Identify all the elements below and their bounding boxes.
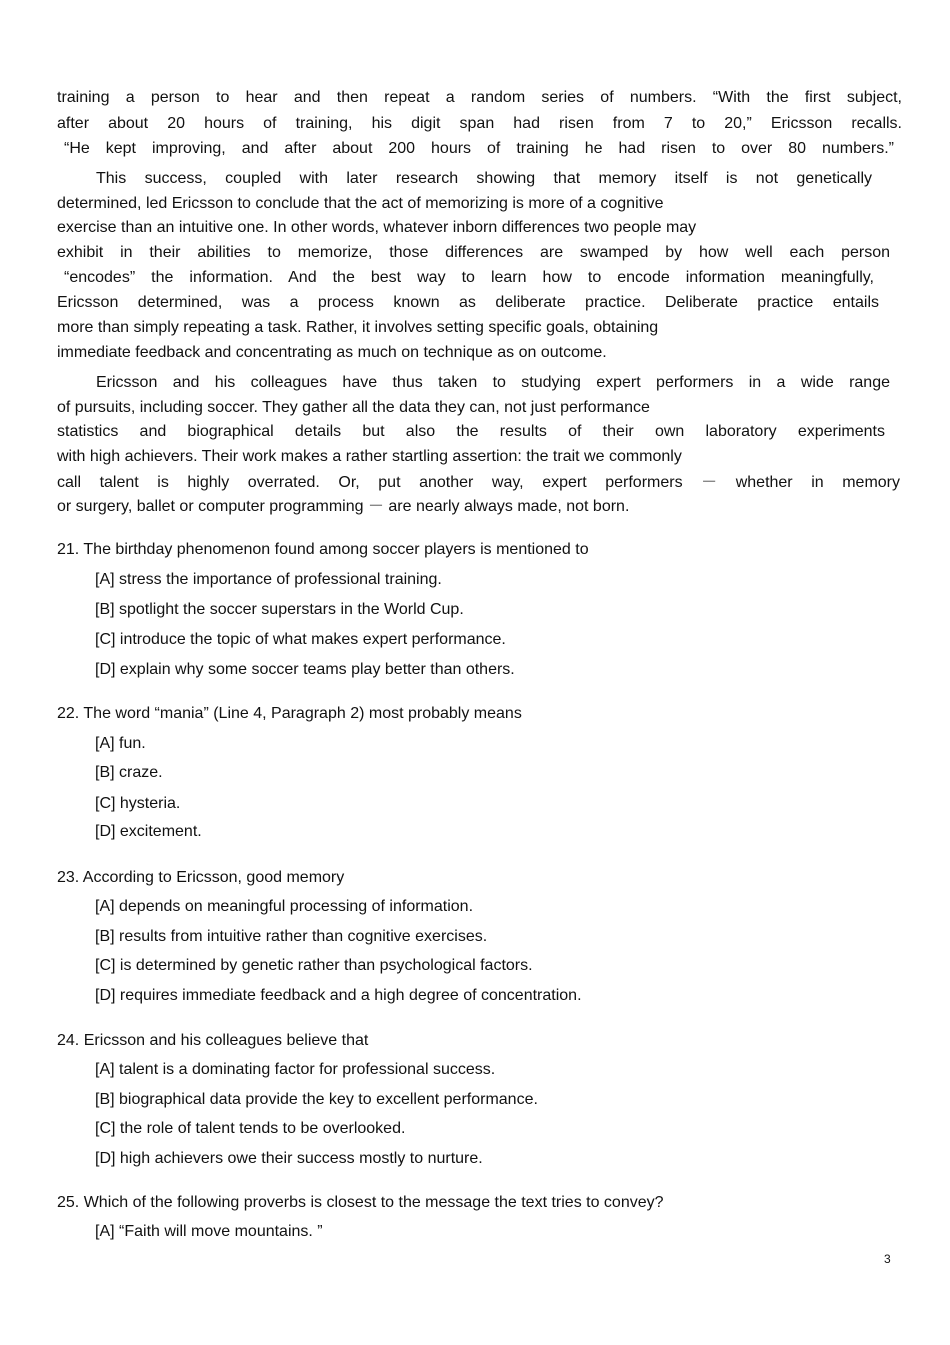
passage-line: call talent is highly overrated. Or, put another way, expert performers － whether in memory — [57, 474, 900, 491]
answer-option: [A] talent is a dominating factor for professional success. — [95, 1061, 496, 1078]
answer-option: [D] high achievers owe their success mostly to nurture. — [95, 1150, 483, 1167]
question-stem: 24. Ericsson and his colleagues believe that — [57, 1032, 369, 1049]
answer-option: [A] depends on meaningful processing of information. — [95, 898, 474, 915]
passage-line: of pursuits, including soccer. They gather all the data they can, not just performance — [57, 399, 650, 416]
passage-line: This success, coupled with later research showing that memory itself is not genetically — [96, 170, 872, 187]
answer-option: [B] craze. — [95, 764, 163, 781]
passage-line: “He kept improving, and after about 200 hours of training he had risen to over 80 numbers.” — [64, 140, 894, 157]
passage-line: Ericsson determined, was a process known as deliberate practice. Deliberate practice entails — [57, 294, 879, 311]
passage-line: exercise than an intuitive one. In other words, whatever inborn differences two people may — [57, 219, 697, 236]
answer-option: [C] hysteria. — [95, 795, 181, 812]
answer-option: [C] is determined by genetic rather than psychological factors. — [95, 957, 533, 974]
passage-line: or surgery, ballet or computer programming － are nearly always made, not born. — [57, 498, 630, 515]
passage-line: after about 20 hours of training, his digit span had risen from 7 to 20,” Ericsson recalls. — [57, 115, 902, 132]
passage-line: determined, led Ericsson to conclude that the act of memorizing is more of a cognitive — [57, 195, 664, 212]
question-stem: 25. Which of the following proverbs is closest to the message the text tries to convey? — [57, 1194, 664, 1211]
answer-option: [B] results from intuitive rather than cognitive exercises. — [95, 928, 488, 945]
passage-line: statistics and biographical details but also the results of their own laboratory experiments — [57, 423, 885, 440]
answer-option: [D] requires immediate feedback and a high degree of concentration. — [95, 987, 582, 1004]
answer-option: [A] stress the importance of professional training. — [95, 571, 442, 588]
answer-option: [B] biographical data provide the key to excellent performance. — [95, 1091, 538, 1108]
passage-line: more than simply repeating a task. Rather, it involves setting specific goals, obtaining — [57, 319, 659, 336]
answer-option: [A] fun. — [95, 735, 146, 752]
answer-option: [C] the role of talent tends to be overlooked. — [95, 1120, 406, 1137]
answer-option: [D] explain why some soccer teams play better than others. — [95, 661, 515, 678]
passage-line: “encodes” the information. And the best way to learn how to encode information meaningfully, — [64, 269, 874, 286]
question-stem: 22. The word “mania” (Line 4, Paragraph 2) most probably means — [57, 705, 522, 722]
question-stem: 23. According to Ericsson, good memory — [57, 869, 345, 886]
answer-option: [D] excitement. — [95, 823, 202, 840]
answer-option: [B] spotlight the soccer superstars in the World Cup. — [95, 601, 464, 618]
passage-line: training a person to hear and then repeat a random series of numbers. “With the first subject, — [57, 89, 902, 106]
passage-line: exhibit in their abilities to memorize, those differences are swamped by how well each person — [57, 244, 890, 261]
answer-option: [C] introduce the topic of what makes expert performance. — [95, 631, 506, 648]
answer-option: [A] “Faith will move mountains. ” — [95, 1223, 323, 1240]
passage-line: immediate feedback and concentrating as much on technique as on outcome. — [57, 344, 607, 361]
passage-line: Ericsson and his colleagues have thus taken to studying expert performers in a wide range — [96, 374, 890, 391]
question-stem: 21. The birthday phenomenon found among soccer players is mentioned to — [57, 541, 589, 558]
passage-line: with high achievers. Their work makes a rather startling assertion: the trait we commonly — [57, 448, 682, 465]
page-number: 3 — [884, 1252, 891, 1266]
